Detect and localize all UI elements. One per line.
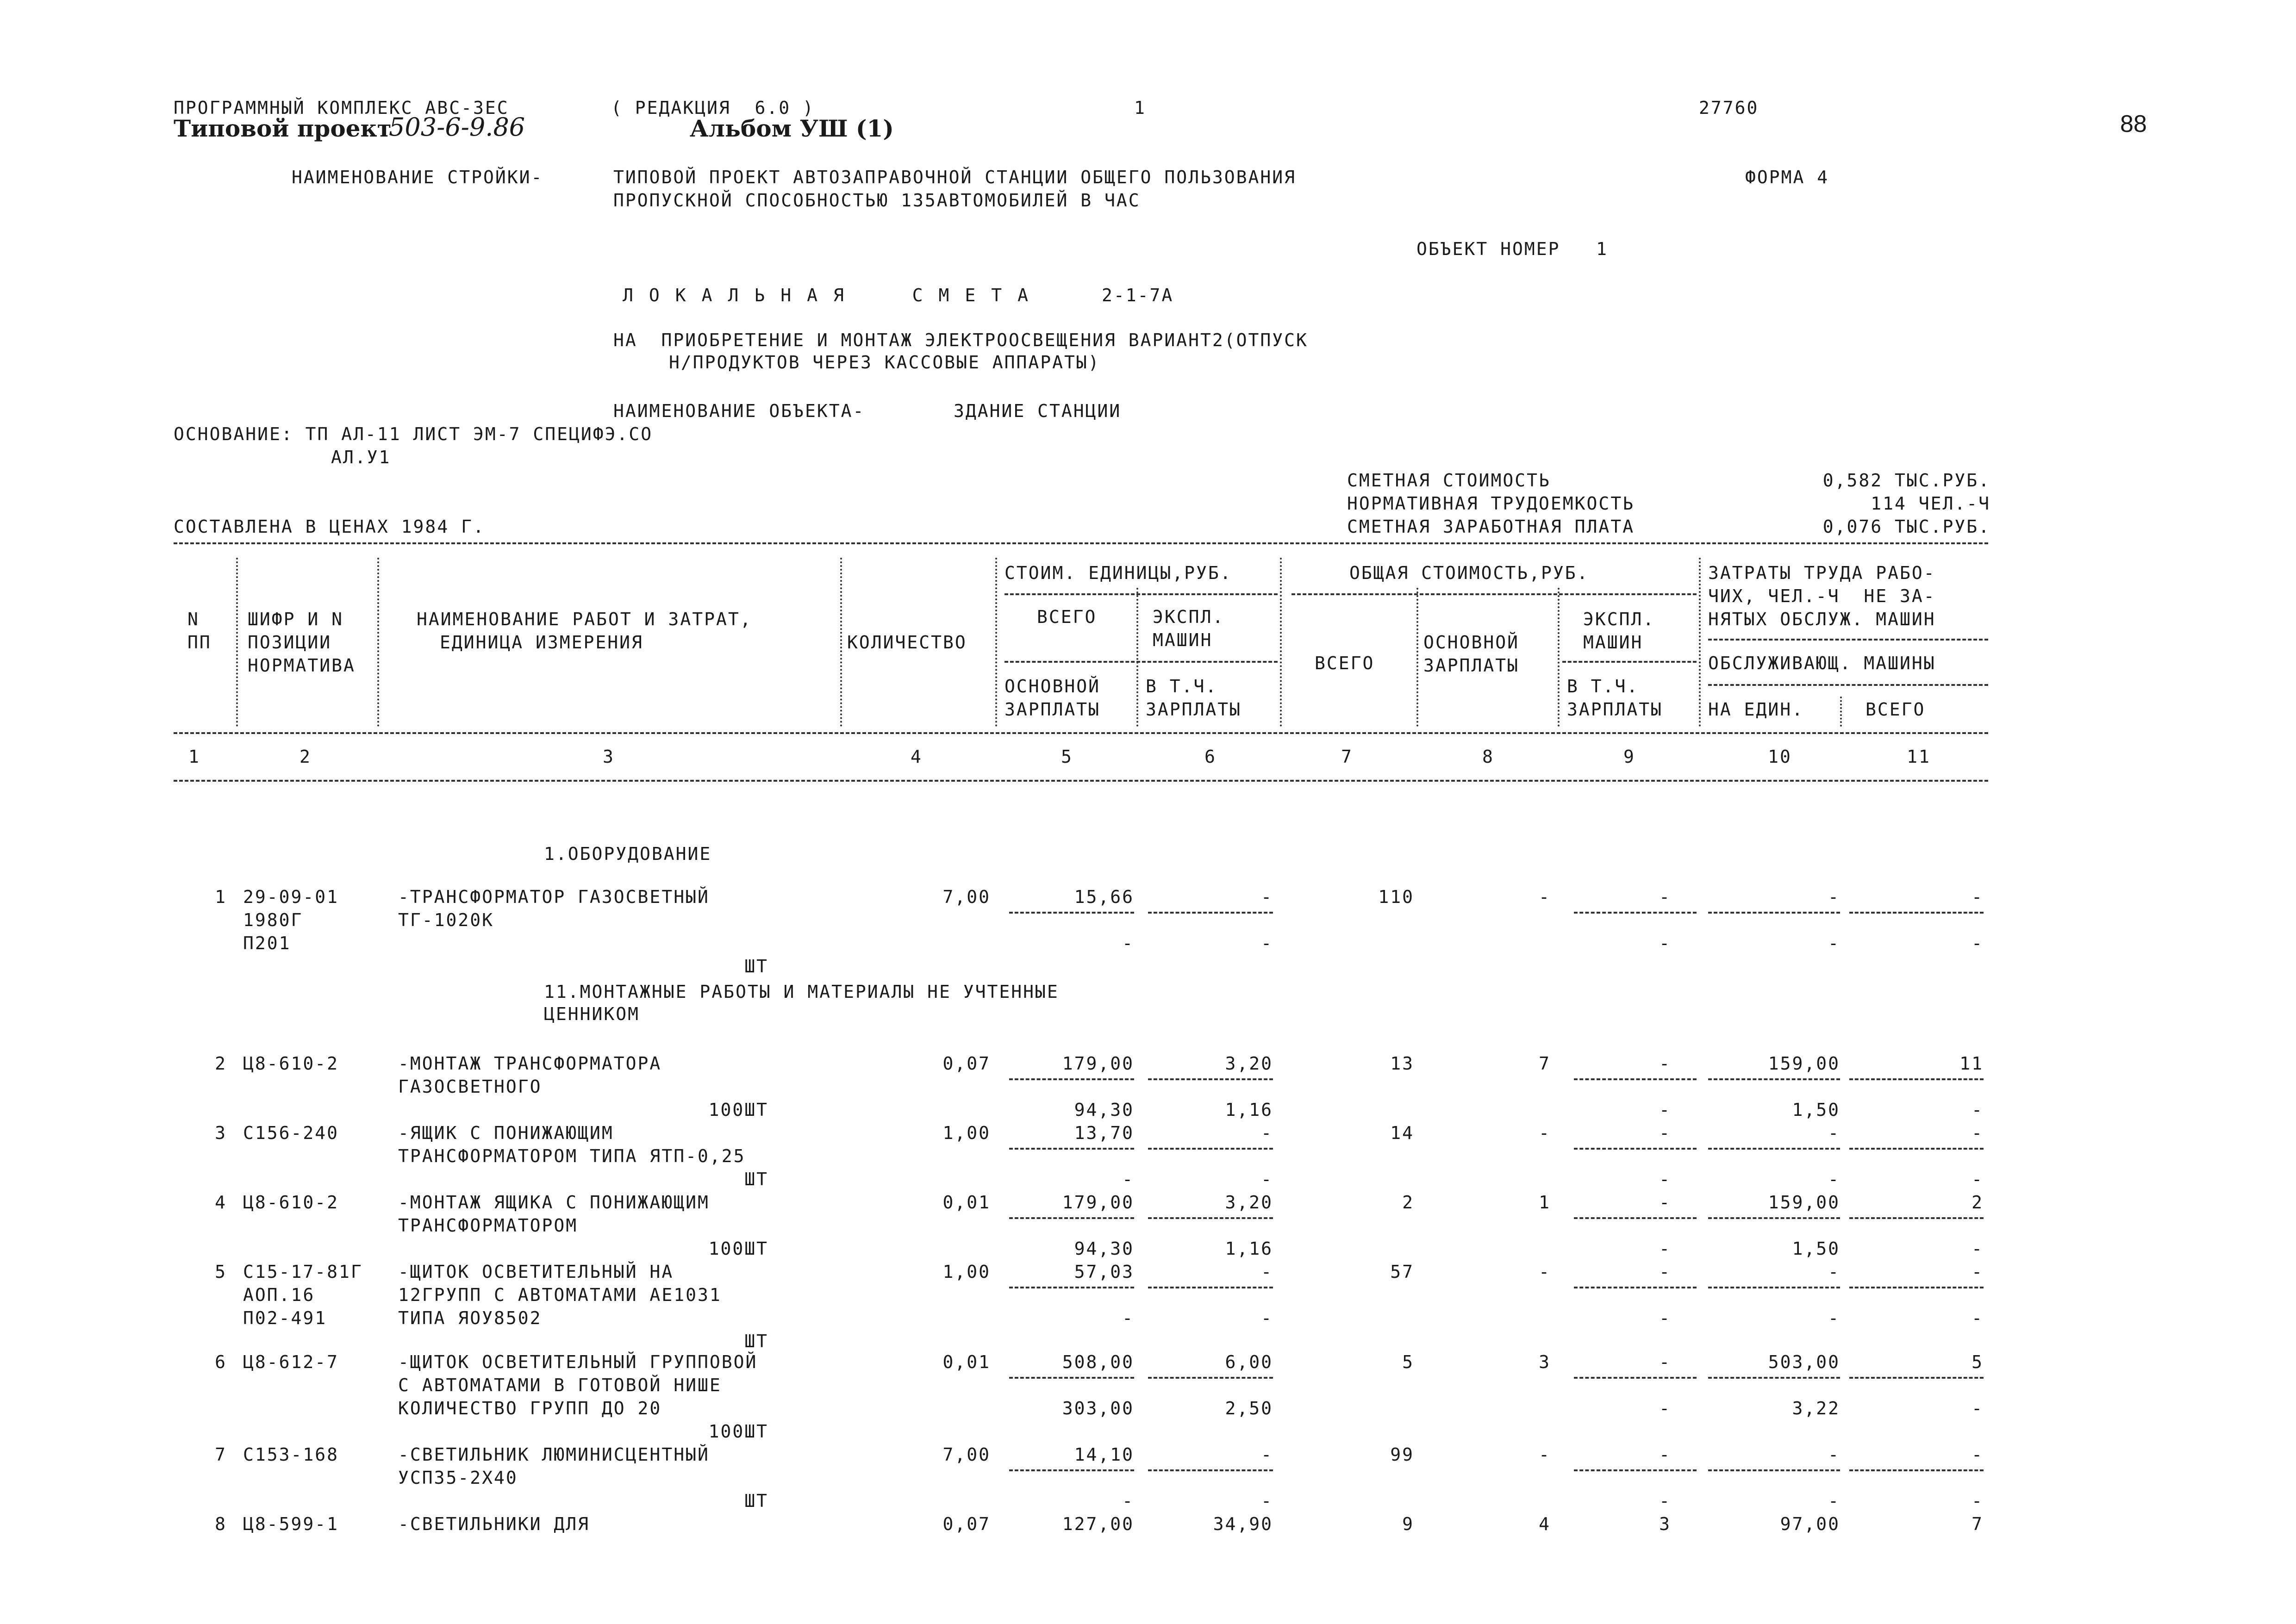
row-labor-total: - <box>1972 1123 1984 1143</box>
labor-header: НЯТЫХ ОБСЛУЖ. МАШИН <box>1708 609 1936 629</box>
row-labor-service-total: - <box>1972 1491 1984 1511</box>
row-labor-service-unit: - <box>1828 1491 1840 1511</box>
summary-label: СМЕТНАЯ СТОИМОСТЬ <box>1347 470 1551 491</box>
estimate-subject-2: Н/ПРОДУКТОВ ЧЕРЕЗ КАССОВЫЕ АППАРАТЫ) <box>669 352 1100 373</box>
section-title-line2: ЦЕННИКОМ <box>544 1004 640 1024</box>
row-unit: ШТ <box>744 1169 768 1189</box>
row-name: -ТРАНСФОРМАТОР ГАЗОСВЕТНЫЙ <box>398 887 710 907</box>
row-code: Ц8-610-2 <box>243 1053 339 1074</box>
section-title: 11.МОНТАЖНЫЕ РАБОТЫ И МАТЕРИАЛЫ НЕ УЧТЕННЫЕ <box>544 982 1059 1002</box>
col2-header: НОРМАТИВА <box>248 655 356 676</box>
header-rule <box>1708 684 1988 686</box>
row-unit-wage-base: - <box>1122 1169 1134 1189</box>
row-unit-total: 127,00 <box>1062 1514 1134 1534</box>
unit-total-header: ВСЕГО <box>1037 607 1097 627</box>
summary-value: 114 ЧЕЛ.-Ч <box>1871 493 1990 514</box>
sheet-number: 1 <box>1134 98 1146 118</box>
form-label: ФОРМА 4 <box>1745 167 1829 187</box>
row-labor-service-total: - <box>1972 1169 1984 1189</box>
column-separator <box>1699 558 1701 727</box>
row-total-machines: - <box>1659 1352 1671 1372</box>
row-total-machines: - <box>1659 1192 1671 1213</box>
object-name: ЗДАНИЕ СТАНЦИИ <box>954 401 1122 421</box>
cell-rule <box>1574 1287 1697 1288</box>
row-labor-total: - <box>1972 887 1984 907</box>
cell-rule <box>1849 1078 1984 1080</box>
cell-rule <box>1708 1377 1840 1379</box>
row-name: -ЯЩИК С ПОНИЖАЮЩИМ <box>398 1123 614 1143</box>
document-code: 27760 <box>1699 98 1759 118</box>
row-unit-wage-base: 94,30 <box>1074 1238 1134 1259</box>
col3-header: ЕДИНИЦА ИЗМЕРЕНИЯ <box>440 632 643 653</box>
total-mach-header: ЭКСПЛ. <box>1583 609 1655 629</box>
row-labor-service-unit: - <box>1828 1169 1840 1189</box>
header-rule <box>1292 593 1697 595</box>
row-name: -СВЕТИЛЬНИК ЛЮМИНИСЦЕНТНЫЙ <box>398 1444 710 1465</box>
row-labor-service-unit: - <box>1828 1308 1840 1328</box>
row-quantity: 0,01 <box>942 1352 991 1372</box>
row-labor-service-unit: 1,50 <box>1792 1238 1840 1259</box>
column-number: 8 <box>1482 747 1494 767</box>
total-wage-header: ЗАРПЛАТЫ <box>1567 699 1663 720</box>
row-labor-service-total: - <box>1972 1308 1984 1328</box>
cell-rule <box>1009 1377 1134 1379</box>
row-unit-total: 57,03 <box>1074 1262 1134 1282</box>
row-unit: ШТ <box>744 1491 768 1511</box>
column-number: 7 <box>1341 747 1353 767</box>
basis-line-2: АЛ.У1 <box>331 447 391 467</box>
edition: ( РЕДАКЦИЯ 6.0 ) <box>611 98 815 118</box>
row-unit-machines: - <box>1261 887 1273 907</box>
column-number: 10 <box>1768 747 1792 767</box>
cell-rule <box>1708 912 1840 914</box>
total-cost-header: ОБЩАЯ СТОИМОСТЬ,РУБ. <box>1349 563 1589 583</box>
summary-value: 0,076 ТЫС.РУБ. <box>1822 516 1990 537</box>
row-code: С15-17-81Г <box>243 1262 363 1282</box>
row-number: 1 <box>215 887 227 907</box>
cell-rule <box>1708 1287 1840 1288</box>
header-rule <box>1708 639 1988 641</box>
row-number: 6 <box>215 1352 227 1372</box>
column-number: 4 <box>911 747 923 767</box>
labor-service-header: ОБСЛУЖИВАЮЩ. МАШИНЫ <box>1708 653 1936 673</box>
project-label: Типовой проект <box>174 115 392 142</box>
row-unit-total: 15,66 <box>1074 887 1134 907</box>
estimate-number: 2-1-7А <box>1102 285 1174 305</box>
unit-mach-header: ЭКСПЛ. <box>1153 607 1225 627</box>
cell-rule <box>1849 1377 1984 1379</box>
row-unit-machine-wage: - <box>1261 1491 1273 1511</box>
row-labor-service-total: - <box>1972 1398 1984 1419</box>
cell-rule <box>1708 1148 1840 1150</box>
row-unit-machine-wage: 1,16 <box>1225 1238 1273 1259</box>
row-total-machines: - <box>1659 1444 1671 1465</box>
row-total-machines: - <box>1659 887 1671 907</box>
row-name: ТРАНСФОРМАТОРОМ ТИПА ЯТП-0,25 <box>398 1146 746 1166</box>
cell-rule <box>1148 912 1273 914</box>
cell-rule <box>1148 1287 1273 1288</box>
cell-rule <box>1574 1469 1697 1471</box>
row-labor-unit: 159,00 <box>1768 1192 1840 1213</box>
row-unit-machine-wage: - <box>1261 1169 1273 1189</box>
row-code: Ц8-612-7 <box>243 1352 339 1372</box>
row-code: С153-168 <box>243 1444 339 1465</box>
row-total-machine-wage: - <box>1659 933 1671 953</box>
column-number: 2 <box>299 747 312 767</box>
header-rule <box>1004 661 1278 663</box>
column-separator <box>1280 558 1282 727</box>
labor-header: ЧИХ, ЧЕЛ.-Ч НЕ ЗА- <box>1708 586 1936 606</box>
row-unit: ШТ <box>744 956 768 977</box>
row-number: 3 <box>215 1123 227 1143</box>
table-rule <box>174 780 1988 782</box>
row-total-machines: - <box>1659 1123 1671 1143</box>
row-code: С156-240 <box>243 1123 339 1143</box>
row-labor-unit: - <box>1828 887 1840 907</box>
row-unit-total: 179,00 <box>1062 1053 1134 1074</box>
row-total-wages: 4 <box>1539 1514 1551 1534</box>
page-number: 88 <box>2120 111 2147 137</box>
row-total: 57 <box>1390 1262 1414 1282</box>
project-code-stamp: 503-6-9.86 <box>389 112 525 142</box>
row-labor-total: 2 <box>1972 1192 1984 1213</box>
cell-rule <box>1574 1217 1697 1219</box>
estimate-title: ЛОКАЛЬНАЯ СМЕТА <box>623 285 1044 305</box>
row-total-machine-wage: - <box>1659 1491 1671 1511</box>
column-separator <box>840 558 842 727</box>
row-unit: ШТ <box>744 1331 768 1351</box>
construction-line-2: ПРОПУСКНОЙ СПОСОБНОСТЬЮ 135АВТОМОБИЛЕЙ В ЧАС <box>613 190 1141 211</box>
row-unit-machine-wage: - <box>1261 1308 1273 1328</box>
row-code: П201 <box>243 933 291 953</box>
cell-rule <box>1009 1287 1134 1288</box>
row-unit-wage-base: - <box>1122 1308 1134 1328</box>
row-quantity: 7,00 <box>942 1444 991 1465</box>
cell-rule <box>1574 1078 1697 1080</box>
row-unit-total: 179,00 <box>1062 1192 1134 1213</box>
cell-rule <box>1708 1078 1840 1080</box>
labor-total-header: ВСЕГО <box>1866 699 1926 720</box>
table-rule <box>174 732 1988 734</box>
row-total: 13 <box>1390 1053 1414 1074</box>
summary-value: 0,582 ТЫС.РУБ. <box>1822 470 1990 491</box>
column-number: 11 <box>1907 747 1931 767</box>
total-mach-header: МАШИН <box>1583 632 1643 653</box>
column-separator <box>1840 697 1842 727</box>
row-total-wages: 7 <box>1539 1053 1551 1074</box>
cell-rule <box>1849 1148 1984 1150</box>
row-code: Ц8-610-2 <box>243 1192 339 1213</box>
column-number: 9 <box>1623 747 1635 767</box>
column-separator <box>1416 588 1418 727</box>
row-number: 8 <box>215 1514 227 1534</box>
row-code: Ц8-599-1 <box>243 1514 339 1534</box>
cell-rule <box>1009 1148 1134 1150</box>
row-unit-machine-wage: - <box>1261 933 1273 953</box>
row-name: -МОНТАЖ ЯЩИКА С ПОНИЖАЮЩИМ <box>398 1192 710 1213</box>
estimate-subject-1: НА ПРИОБРЕТЕНИЕ И МОНТАЖ ЭЛЕКТРООСВЕЩЕНИЯ ВАРИАНТ2(ОТПУСК <box>613 330 1308 350</box>
row-code: 1980Г <box>243 910 303 930</box>
row-quantity: 0,01 <box>942 1192 991 1213</box>
row-unit-total: 14,10 <box>1074 1444 1134 1465</box>
cell-rule <box>1849 1217 1984 1219</box>
album-label: Альбом УШ (1) <box>690 115 894 142</box>
row-unit-wage-base: - <box>1122 933 1134 953</box>
column-separator <box>236 558 238 727</box>
row-unit-machine-wage: 2,50 <box>1225 1398 1273 1419</box>
row-name: ТРАНСФОРМАТОРОМ <box>398 1215 578 1236</box>
row-unit-machines: - <box>1261 1123 1273 1143</box>
row-unit-wage-base: - <box>1122 1491 1134 1511</box>
row-labor-service-unit: 1,50 <box>1792 1100 1840 1120</box>
row-name: ГАЗОСВЕТНОГО <box>398 1076 542 1097</box>
cell-rule <box>1708 1217 1840 1219</box>
object-label: НАИМЕНОВАНИЕ ОБЪЕКТА- <box>613 401 865 421</box>
row-total-wages: - <box>1539 1123 1551 1143</box>
row-unit-machine-wage: 1,16 <box>1225 1100 1273 1120</box>
program-name: ПРОГРАММНЫЙ КОМПЛЕКС АВС-3ЕС <box>174 98 509 118</box>
column-number: 6 <box>1204 747 1217 767</box>
header-rule <box>1562 661 1697 663</box>
row-total: 2 <box>1402 1192 1414 1213</box>
cell-rule <box>1849 1287 1984 1288</box>
row-total-machine-wage: - <box>1659 1308 1671 1328</box>
row-total-wages: 1 <box>1539 1192 1551 1213</box>
summary-label: НОРМАТИВНАЯ ТРУДОЕМКОСТЬ <box>1347 493 1635 514</box>
row-unit-total: 13,70 <box>1074 1123 1134 1143</box>
col1-header: N <box>187 609 200 629</box>
row-unit: 100ШТ <box>708 1100 768 1120</box>
unit-wage-header: В Т.Ч. <box>1146 676 1218 697</box>
row-unit-wage-base: 303,00 <box>1062 1398 1134 1419</box>
column-separator <box>1136 588 1138 727</box>
row-labor-total: - <box>1972 1444 1984 1465</box>
column-number: 3 <box>603 747 615 767</box>
row-quantity: 0,07 <box>942 1053 991 1074</box>
cell-rule <box>1009 1217 1134 1219</box>
row-labor-unit: - <box>1828 1262 1840 1282</box>
row-code: 29-09-01 <box>243 887 339 907</box>
cell-rule <box>1009 1078 1134 1080</box>
unit-wage-header: ЗАРПЛАТЫ <box>1146 699 1242 720</box>
row-quantity: 1,00 <box>942 1123 991 1143</box>
row-labor-service-total: - <box>1972 933 1984 953</box>
row-total-wages: - <box>1539 887 1551 907</box>
column-separator <box>377 558 379 727</box>
row-total: 99 <box>1390 1444 1414 1465</box>
row-name: 12ГРУПП С АВТОМАТАМИ АЕ1031 <box>398 1285 722 1305</box>
row-total-wages: - <box>1539 1262 1551 1282</box>
row-code: П02-491 <box>243 1308 327 1328</box>
row-unit-total: 508,00 <box>1062 1352 1134 1372</box>
cell-rule <box>1574 1377 1697 1379</box>
row-total: 9 <box>1402 1514 1414 1534</box>
col1-header: ПП <box>187 632 212 653</box>
row-total-machines: - <box>1659 1262 1671 1282</box>
column-number: 1 <box>188 747 200 767</box>
object-number: ОБЪЕКТ НОМЕР 1 <box>1416 239 1609 259</box>
cell-rule <box>1148 1148 1273 1150</box>
summary-label: СМЕТНАЯ ЗАРАБОТНАЯ ПЛАТА <box>1347 516 1635 537</box>
construction-line-1: ТИПОВОЙ ПРОЕКТ АВТОЗАПРАВОЧНОЙ СТАНЦИИ ОБЩЕГО ПОЛЬЗОВАНИЯ <box>613 167 1297 187</box>
col4-header: КОЛИЧЕСТВО <box>847 632 967 653</box>
row-name: С АВТОМАТАМИ В ГОТОВОЙ НИШЕ <box>398 1375 722 1395</box>
row-labor-unit: - <box>1828 1123 1840 1143</box>
cell-rule <box>1148 1078 1273 1080</box>
cell-rule <box>1849 1469 1984 1471</box>
row-unit: 100ШТ <box>708 1421 768 1442</box>
row-labor-service-unit: 3,22 <box>1792 1398 1840 1419</box>
row-labor-total: 5 <box>1972 1352 1984 1372</box>
row-unit-machines: - <box>1261 1262 1273 1282</box>
row-total: 14 <box>1390 1123 1414 1143</box>
row-unit-machines: 3,20 <box>1225 1053 1273 1074</box>
row-name: -МОНТАЖ ТРАНСФОРМАТОРА <box>398 1053 662 1074</box>
column-separator <box>995 558 997 727</box>
row-name: -ЩИТОК ОСВЕТИТЕЛЬНЫЙ НА <box>398 1262 674 1282</box>
row-unit-machines: 3,20 <box>1225 1192 1273 1213</box>
row-unit: 100ШТ <box>708 1238 768 1259</box>
row-total: 110 <box>1378 887 1414 907</box>
cell-rule <box>1148 1217 1273 1219</box>
row-total-machine-wage: - <box>1659 1100 1671 1120</box>
col3-header: НАИМЕНОВАНИЕ РАБОТ И ЗАТРАТ, <box>417 609 752 629</box>
unit-mach-header: МАШИН <box>1153 630 1213 650</box>
column-number: 5 <box>1061 747 1073 767</box>
unit-cost-header: СТОИМ. ЕДИНИЦЫ,РУБ. <box>1004 563 1232 583</box>
row-number: 2 <box>215 1053 227 1074</box>
row-name: УСП35-2Х40 <box>398 1468 518 1488</box>
cell-rule <box>1148 1377 1273 1379</box>
row-number: 7 <box>215 1444 227 1465</box>
unit-base-header: ОСНОВНОЙ <box>1004 676 1101 697</box>
total-base-header: ОСНОВНОЙ <box>1423 632 1520 653</box>
cell-rule <box>1574 1148 1697 1150</box>
row-number: 5 <box>215 1262 227 1282</box>
row-total-wages: - <box>1539 1444 1551 1465</box>
cell-rule <box>1148 1469 1273 1471</box>
row-total-machines: 3 <box>1659 1514 1671 1534</box>
construction-label: НАИМЕНОВАНИЕ СТРОЙКИ- <box>292 167 543 187</box>
row-total: 5 <box>1402 1352 1414 1372</box>
header-rule <box>1004 593 1278 595</box>
row-quantity: 1,00 <box>942 1262 991 1282</box>
row-labor-total: - <box>1972 1262 1984 1282</box>
row-unit-machines: - <box>1261 1444 1273 1465</box>
cell-rule <box>1009 912 1134 914</box>
row-unit-machines: 34,90 <box>1213 1514 1273 1534</box>
cell-rule <box>1574 912 1697 914</box>
row-unit-wage-base: 94,30 <box>1074 1100 1134 1120</box>
row-number: 4 <box>215 1192 227 1213</box>
row-total-machine-wage: - <box>1659 1398 1671 1419</box>
row-total-machine-wage: - <box>1659 1169 1671 1189</box>
labor-unit-header: НА ЕДИН. <box>1708 699 1804 720</box>
row-name: ТИПА ЯОУ8502 <box>398 1308 542 1328</box>
labor-header: ЗАТРАТЫ ТРУДА РАБО- <box>1708 563 1936 583</box>
row-quantity: 0,07 <box>942 1514 991 1534</box>
row-labor-total: 11 <box>1959 1053 1984 1074</box>
total-wage-header: В Т.Ч. <box>1567 676 1639 697</box>
row-name: ТГ-1020К <box>398 910 494 930</box>
cell-rule <box>1849 912 1984 914</box>
col2-header: ШИФР И N <box>248 609 344 629</box>
row-total-machine-wage: - <box>1659 1238 1671 1259</box>
cell-rule <box>1708 1469 1840 1471</box>
cell-rule <box>1009 1469 1134 1471</box>
row-name: КОЛИЧЕСТВО ГРУПП ДО 20 <box>398 1398 662 1419</box>
row-quantity: 7,00 <box>942 887 991 907</box>
row-unit-machines: 6,00 <box>1225 1352 1273 1372</box>
col2-header: ПОЗИЦИИ <box>248 632 332 653</box>
price-basis: СОСТАВЛЕНА В ЦЕНАХ 1984 Г. <box>174 516 485 537</box>
total-all-header: ВСЕГО <box>1315 653 1375 673</box>
total-base-header: ЗАРПЛАТЫ <box>1423 655 1520 676</box>
row-labor-total: 7 <box>1972 1514 1984 1534</box>
row-labor-unit: 159,00 <box>1768 1053 1840 1074</box>
row-labor-service-total: - <box>1972 1100 1984 1120</box>
table-rule <box>174 542 1988 544</box>
row-code: АОП.16 <box>243 1285 315 1305</box>
row-name: -ЩИТОК ОСВЕТИТЕЛЬНЫЙ ГРУППОВОЙ <box>398 1352 758 1372</box>
column-separator <box>1558 588 1560 727</box>
row-total-wages: 3 <box>1539 1352 1551 1372</box>
row-labor-unit: 97,00 <box>1780 1514 1840 1534</box>
unit-base-header: ЗАРПЛАТЫ <box>1004 699 1101 720</box>
row-labor-unit: 503,00 <box>1768 1352 1840 1372</box>
row-name: -СВЕТИЛЬНИКИ ДЛЯ <box>398 1514 590 1534</box>
basis-line-1: ОСНОВАНИЕ: ТП АЛ-11 ЛИСТ ЭМ-7 СПЕЦИФЭ.СО <box>174 424 653 444</box>
row-labor-unit: - <box>1828 1444 1840 1465</box>
section-title: 1.ОБОРУДОВАНИЕ <box>544 844 712 864</box>
row-total-machines: - <box>1659 1053 1671 1074</box>
row-labor-service-total: - <box>1972 1238 1984 1259</box>
row-labor-service-unit: - <box>1828 933 1840 953</box>
